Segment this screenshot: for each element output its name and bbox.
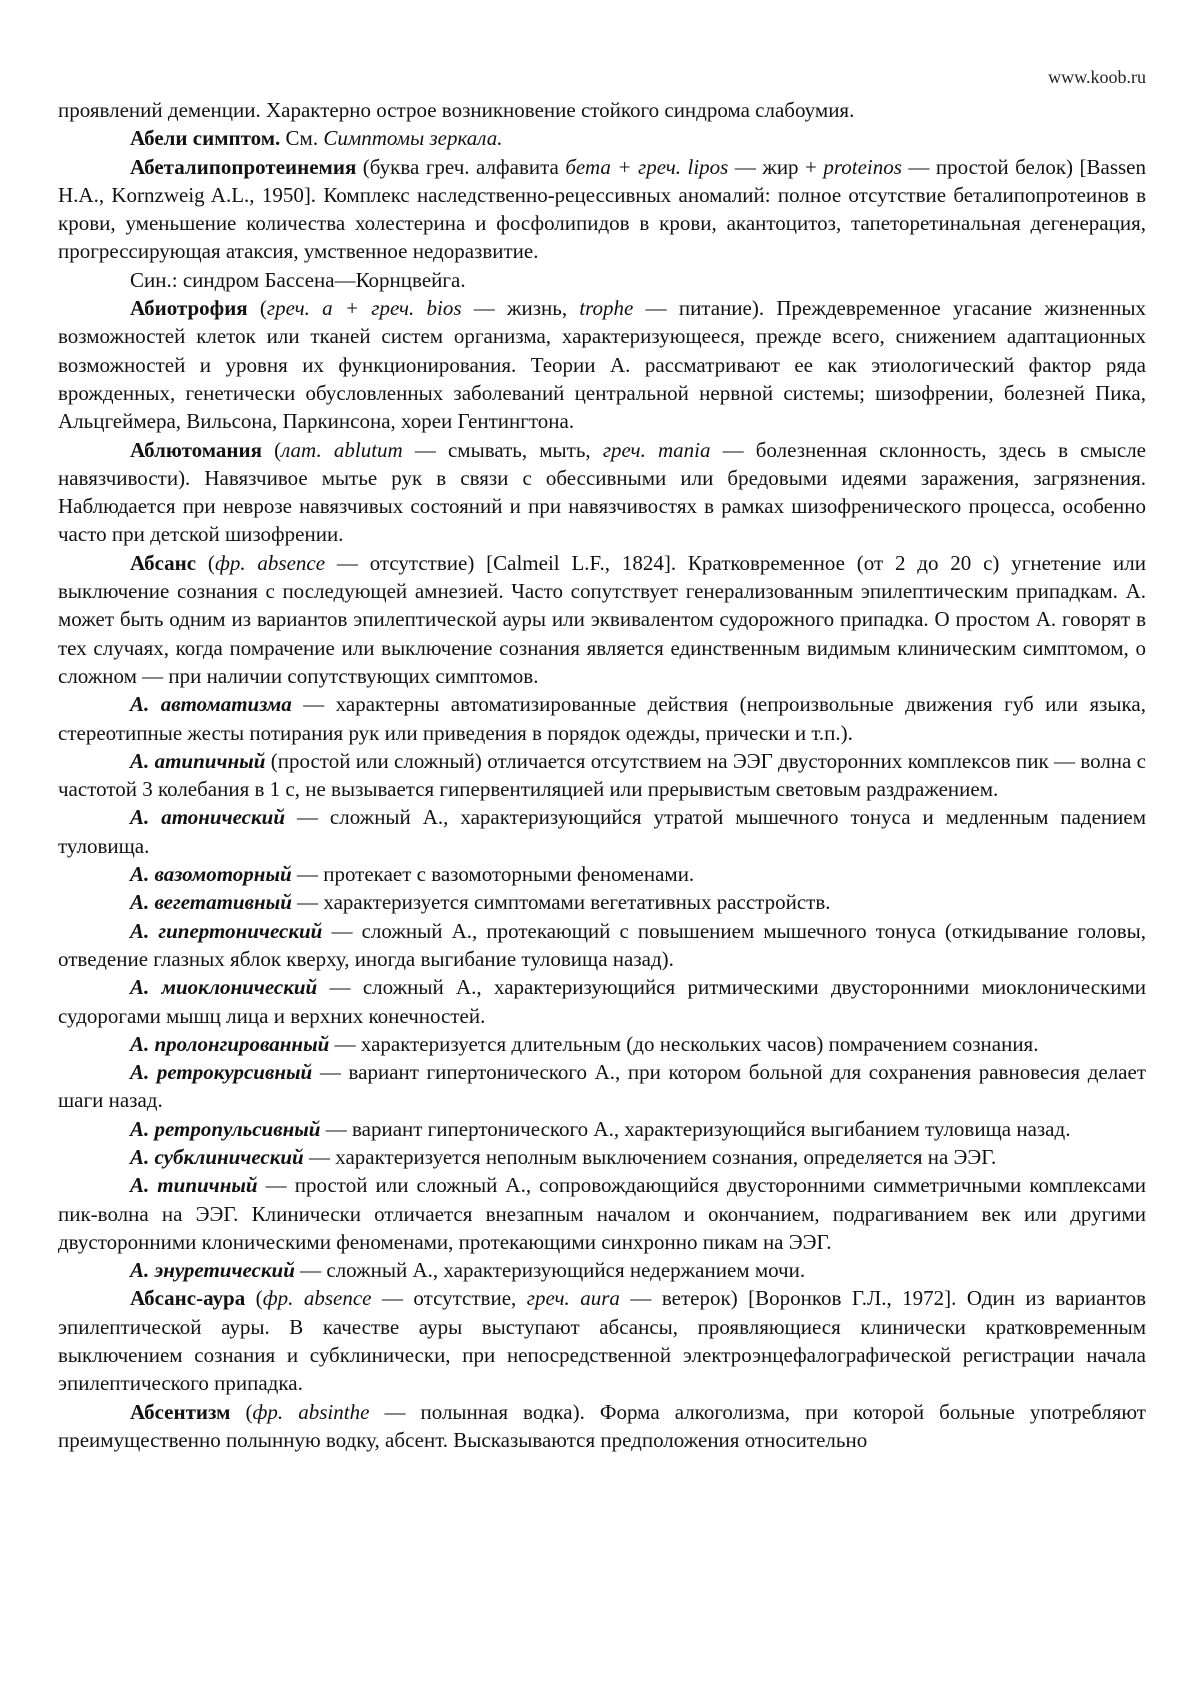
term: Абсанс <box>130 550 197 575</box>
text-segment: — вариант гипертонического А., характеризующийся выгибанием туловища назад. <box>320 1116 1071 1141</box>
italic-text: греч. а + греч. bios <box>266 296 462 321</box>
entry-paragraph <box>58 888 1146 916</box>
italic-text: Симптомы зеркала. <box>323 126 503 151</box>
italic-text: фр. absence <box>214 550 326 575</box>
entry-paragraph <box>58 803 1146 860</box>
subterm: А. пролонгированный <box>130 1031 330 1056</box>
text-segment: — отсутствие, <box>371 1286 527 1311</box>
subterm: А. атипичный <box>130 748 266 773</box>
entry-paragraph <box>58 1171 1146 1256</box>
site-header[interactable]: www.koob.ru <box>1048 67 1146 87</box>
entry-paragraph <box>58 1030 1146 1058</box>
dictionary-content <box>58 96 1146 1454</box>
subterm: А. энуретический <box>130 1258 295 1283</box>
text-segment: — ветерок) [Воронков Г.Л., 1972]. Один из вариантов эпилептической ауры. В качестве ауры выступают абсансы, проявляющиеся клинически кратковременным выключением сознания и субклинически, при непосредственной электроэнцефалографической регистрации начала эпилептического припадка. <box>58 1286 1147 1396</box>
text-segment: — протекает с вазомоторными феноменами. <box>291 862 695 887</box>
entry-paragraph <box>58 860 1146 888</box>
text-segment: — жизнь, <box>461 296 580 321</box>
subterm: А. миоклонический <box>130 975 318 1000</box>
entry-paragraph <box>58 436 1146 549</box>
text-segment: ( <box>262 437 282 462</box>
italic-text: греч. aura <box>526 1286 620 1311</box>
text-segment: — вариант гипертонического А., при котором больной для сохранения равновесия делает шаги назад. <box>58 1060 1146 1113</box>
term: Абсанс-аура <box>130 1286 246 1311</box>
italic-text: греч. mania <box>602 437 711 462</box>
entry-paragraph <box>58 549 1146 690</box>
subterm: А. вегетативный <box>130 890 292 915</box>
subterm: А. субклинический <box>130 1144 304 1169</box>
text-segment: — простой или сложный А., сопровождающийся двусторонними симметричными комплексами пик-волна на ЭЭГ. Клинически отличается внезапным началом и окончанием, подрагиванием век или другими двусторонними клоническими феноменами, протекающими синхронно пикам на ЭЭГ. <box>58 1173 1147 1254</box>
italic-text: фр. absence <box>262 1286 372 1311</box>
text-segment: — сложный А., протекающий с повышением мышечного тонуса (откидывание головы, отведение глазных яблок кверху, иногда выгибание туловища назад). <box>58 918 1146 971</box>
term: Абеталипопротеинемия <box>130 154 357 179</box>
italic-text: trophe <box>579 296 634 321</box>
text-segment: — сложный А., характеризующийся недержанием мочи. <box>294 1258 806 1283</box>
text-segment: (буква греч. алфавита <box>356 154 566 179</box>
italic-text: фр. absinthe <box>252 1399 370 1424</box>
subterm: А. гипертонический <box>130 918 323 943</box>
entry-paragraph <box>58 294 1146 435</box>
term: Абели симптом. <box>130 126 281 151</box>
italic-text: лат. ablutum <box>281 437 403 462</box>
text-segment: ( <box>230 1399 253 1424</box>
text-segment: (простой или сложный) отличается отсутствием на ЭЭГ двусторонних комплексов пик — волна с частотой 3 колебания в 1 с, не вызывается гипервентиляцией или прерывистым световым раздражением. <box>58 748 1147 802</box>
text-segment: — характеризуется длительным (до нескольких часов) помрачением сознания. <box>329 1031 1039 1056</box>
subterm: А. ретрокурсивный <box>130 1060 313 1085</box>
text-segment: ( <box>247 296 267 321</box>
text-segment: Син.: синдром Бассена—Корнцвейга. <box>130 267 466 292</box>
text-segment: См. <box>280 126 324 151</box>
entry-paragraph <box>58 917 1146 974</box>
text-segment: — сложный А., характеризующийся утратой мышечного тонуса и медленным падением туловища. <box>58 805 1146 858</box>
entry-paragraph <box>58 153 1146 266</box>
entry-paragraph <box>58 1256 1146 1284</box>
text-segment: — болезненная склонность, здесь в смысле навязчивости). Навязчивое мытье рук в связи с обессивными или бредовыми идеями заражения, загрязнения. Наблюдается при неврозе навязчивых состояний и при навязчивостях в рамках шизофренического процесса, особенно часто при детской шизофрении. <box>58 437 1147 547</box>
text-segment: — характеризуется симптомами вегетативных расстройств. <box>291 890 831 915</box>
subterm: А. ретропульсивный <box>130 1116 321 1141</box>
text-segment: ( <box>196 550 215 575</box>
entry-paragraph <box>58 1058 1146 1115</box>
entry-paragraph <box>58 973 1146 1030</box>
text-segment: — простой белок) [Bassen H.A., Kornzweig A.L., 1950]. Комплекс наследственно-рецессивных аномалий: полное отсутствие беталипопротеинов в крови, уменьшение количества холестерина и фосфолипидов в крови, акантоцитоз, тапеторетинальная дегенерация, прогрессирующая атаксия, умственное недоразвитие. <box>58 154 1146 264</box>
text-segment: — полынная водка). Форма алкоголизма, при которой больные употребляют преимущественно полынную водку, абсент. Высказываются предположения относительно <box>58 1399 1146 1452</box>
subterm: А. автоматизма <box>130 692 292 717</box>
text-segment: — характеризуется неполным выключением сознания, определяется на ЭЭГ. <box>303 1144 997 1169</box>
subterm: А. атонический <box>130 805 285 830</box>
term: Абсентизм <box>130 1399 231 1424</box>
text-segment: проявлений деменции. Характерно острое возникновение стойкого синдрома слабоумия. <box>58 98 855 122</box>
text-segment: — отсутствие) [Calmeil L.F., 1824]. Кратковременное (от 2 до 20 с) угнетение или выключение сознания с последующей амнезией. Часто сопутствует генерализованным эпилептическим припадкам. А. может быть одним из вариантов эпилептической ауры или эквивалентом судорожного припадка. О простом А. говорят в тех случаях, когда помрачение или выключение сознания является единственным видимым клиническим симптомом, о сложном — при наличии сопутствующих симптомов. <box>58 550 1146 688</box>
text-segment: — сложный А., характеризующийся ритмическими двусторонними миоклоническими судорогами мышц лица и верхних конечностей. <box>58 975 1146 1028</box>
term: Абиотрофия <box>130 296 248 321</box>
entry-paragraph <box>58 1143 1146 1171</box>
text-segment: — смывать, мыть, <box>402 437 603 462</box>
text-segment: — питание). Преждевременное угасание жизненных возможностей клеток или тканей систем организма, характеризующееся, прежде всего, снижением адаптационных возможностей и уровня их функционирования. Теории А. рассматривают ее как этиологический фактор ряда врожденных, генетически обусловленных заболеваний центральной нервной системы; шизофрении, болезней Пика, Альцгеймера, Вильсона, Паркинсона, хореи Гентингтона. <box>58 296 1147 434</box>
subterm: А. вазомоторный <box>130 862 292 887</box>
entry-paragraph <box>58 124 1146 152</box>
entry-paragraph <box>58 1284 1146 1397</box>
entry-paragraph <box>58 96 1146 124</box>
subterm: А. типичный <box>130 1173 258 1198</box>
text-segment: — характерны автоматизированные действия (непроизвольные движения губ или языка, стереотипные жесты потирания рук или приведения в порядок одежды, прически и т.п.). <box>58 692 1146 745</box>
document-page <box>58 66 1146 1454</box>
entry-paragraph <box>58 1398 1146 1455</box>
text-segment: — жир + <box>728 154 824 179</box>
italic-text: proteinos <box>823 154 902 179</box>
entry-paragraph <box>58 690 1146 747</box>
entry-paragraph <box>58 1115 1146 1143</box>
entry-paragraph <box>58 747 1146 804</box>
term: Аблютомания <box>130 437 262 462</box>
entry-paragraph <box>58 266 1146 294</box>
text-segment: ( <box>245 1286 263 1311</box>
italic-text: бета + греч. lipos <box>565 154 729 179</box>
